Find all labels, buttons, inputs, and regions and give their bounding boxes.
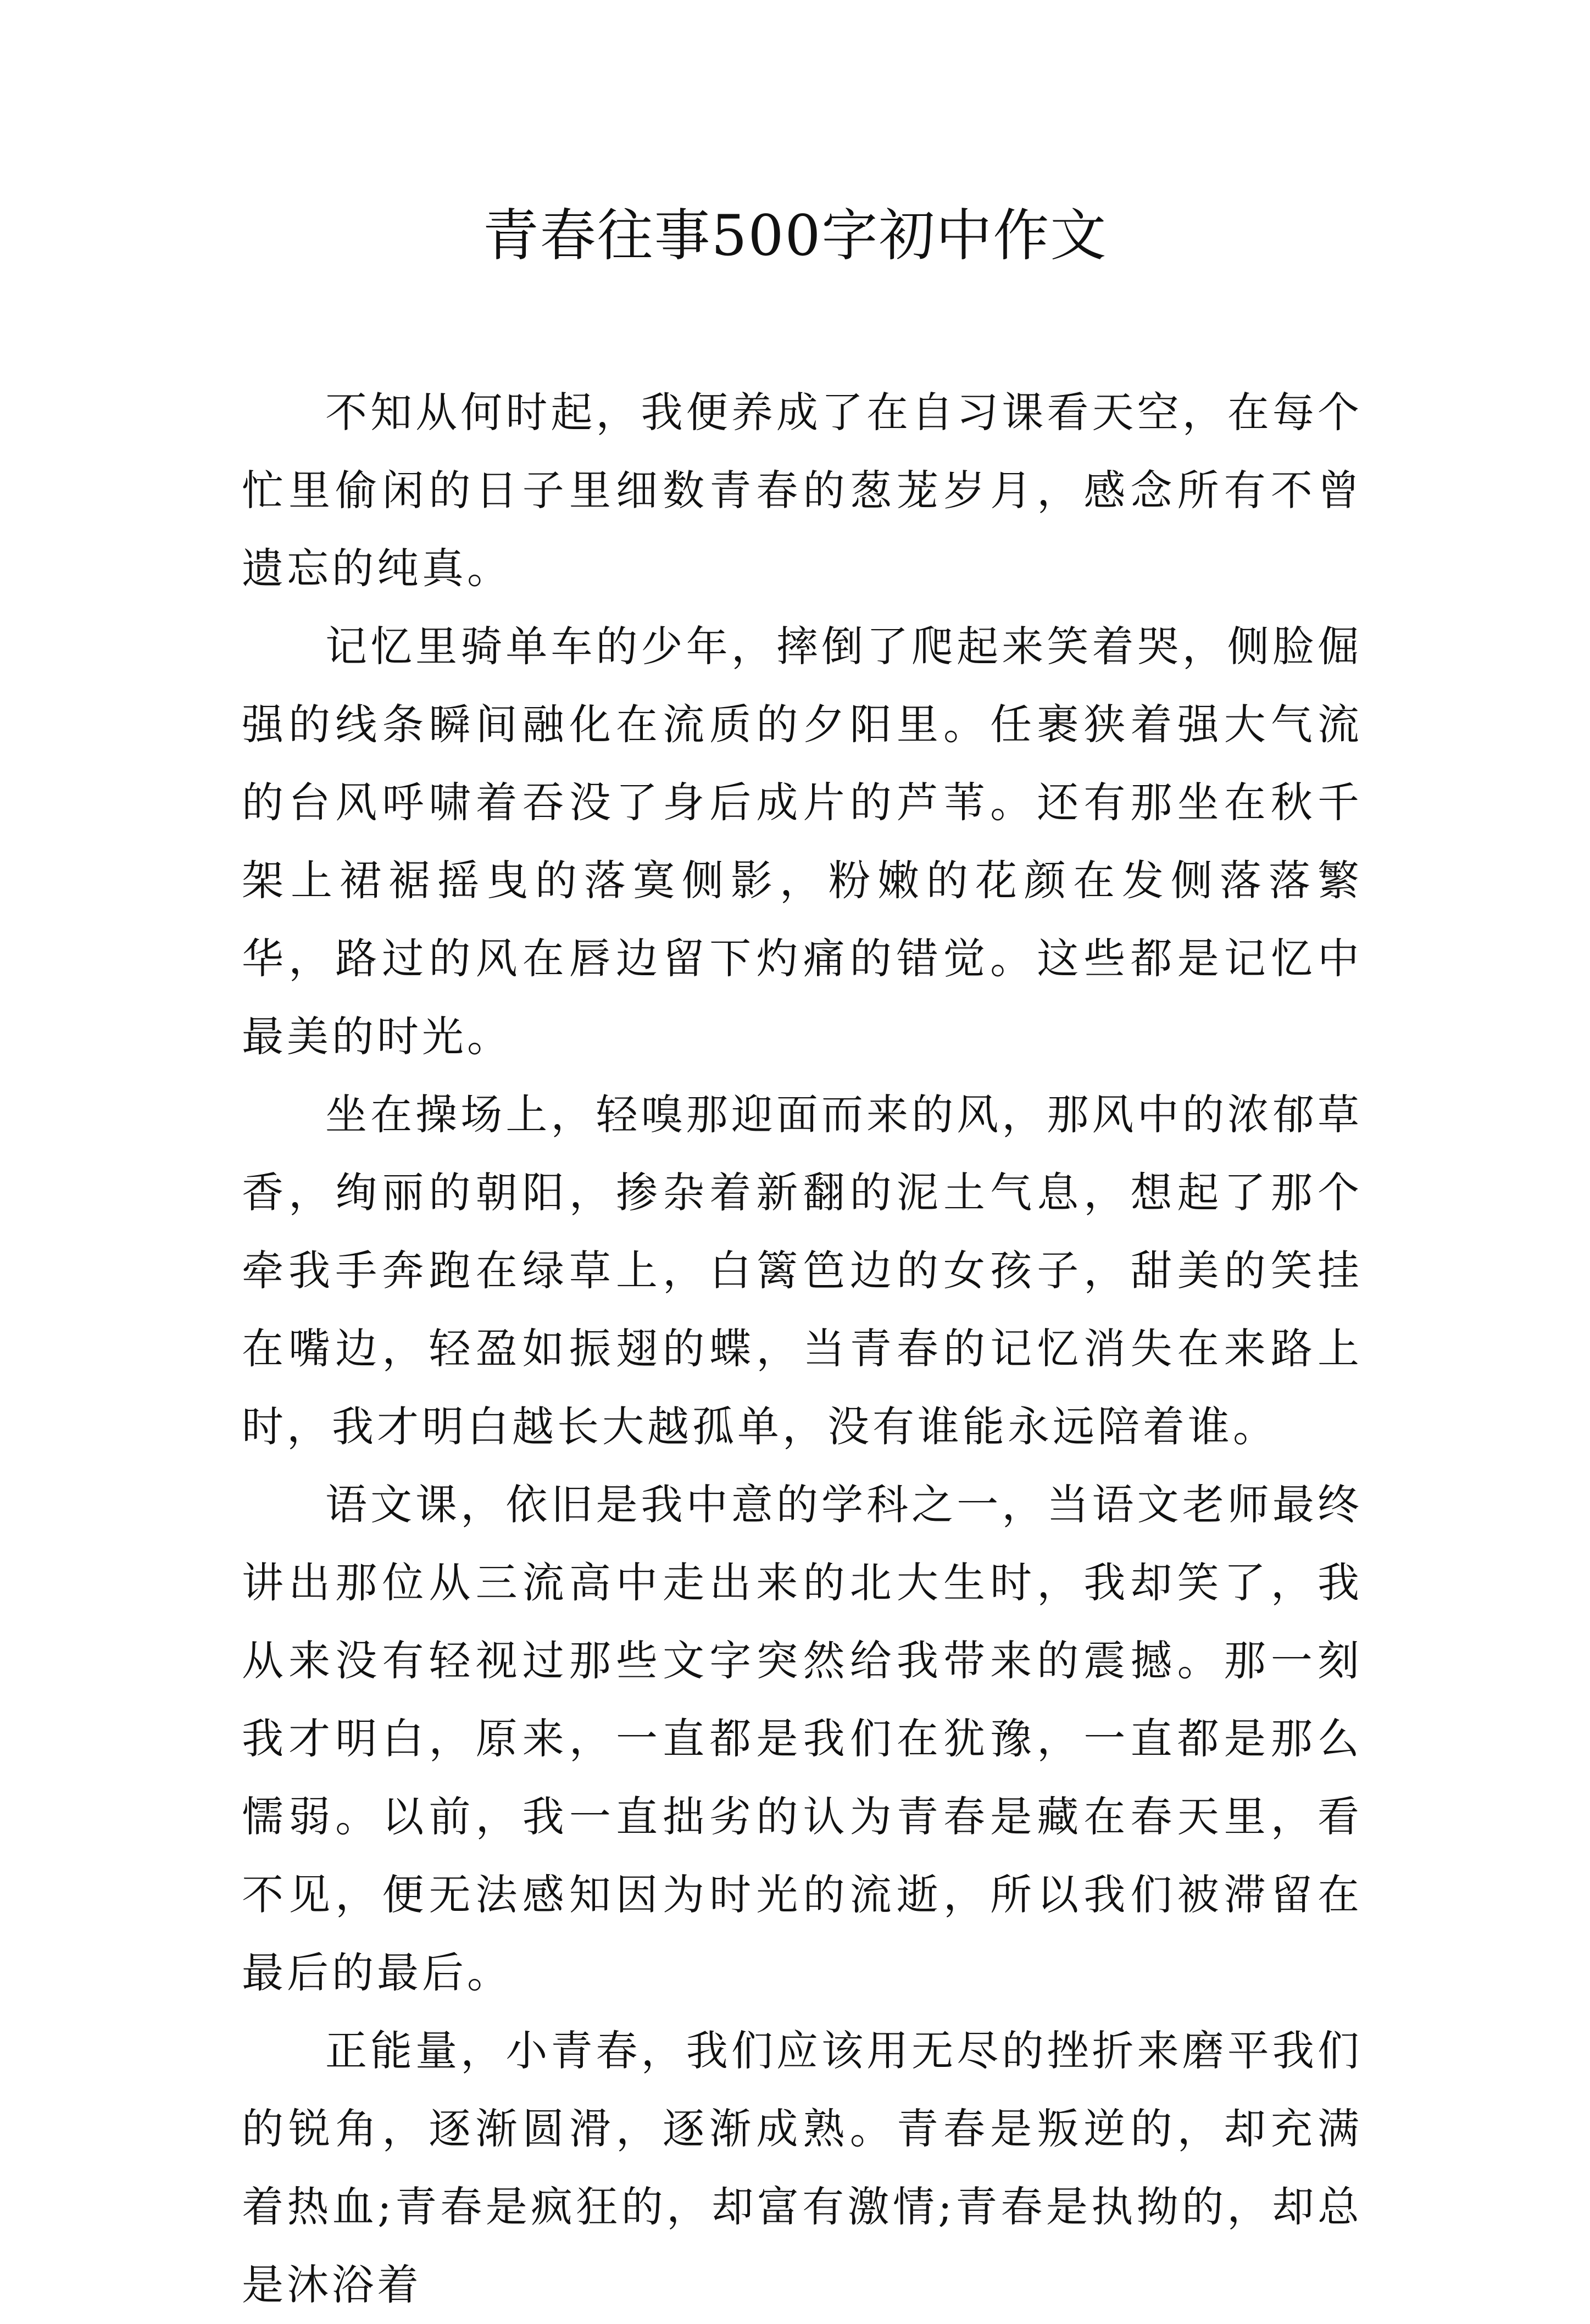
paragraph-3: 坐在操场上，轻嗅那迎面而来的风，那风中的浓郁草香，绚丽的朝阳，掺杂着新翻的泥土气息，想起了那个牵我手奔跑在绿草上，白篱笆边的女孩子，甜美的笑挂在嘴边，轻盈如振翅的蝶，当青春的记忆消失在来路上时，我才明白越长大越孤单，没有谁能永远陪着谁。	[242, 1090, 1363, 1451]
document-title: 青春往事500字初中作文	[482, 203, 1108, 269]
paragraph-1: 不知从何时起，我便养成了在自习课看天空，在每个忙里偷闲的日子里细数青春的葱茏岁月，感念所有不曾遗忘的纯真。	[242, 388, 1363, 593]
paragraph-5: 正能量，小青春，我们应该用无尽的挫折来磨平我们的锐角，逐渐圆滑，逐渐成熟。青春是叛逆的，却充满着热血;青春是疯狂的，却富有激情;青春是执拗的，却总是沐浴着	[242, 2026, 1363, 2309]
document-body	[242, 374, 1363, 2324]
paragraph-2: 记忆里骑单车的少年，摔倒了爬起来笑着哭，侧脸倔强的线条瞬间融化在流质的夕阳里。任裹狭着强大气流的台风呼啸着吞没了身后成片的芦苇。还有那坐在秋千架上裙裾摇曳的落寞侧影，粉嫩的花颜在发侧落落繁华，路过的风在唇边留下灼痛的错觉。这些都是记忆中最美的时光。	[242, 622, 1363, 1061]
paragraph-4: 语文课，依旧是我中意的学科之一，当语文老师最终讲出那位从三流高中走出来的北大生时，我却笑了，我从来没有轻视过那些文字突然给我带来的震撼。那一刻我才明白，原来，一直都是我们在犹豫，一直都是那么懦弱。以前，我一直拙劣的认为青春是藏在春天里，看不见，便无法感知因为时光的流逝，所以我们被滞留在最后的最后。	[242, 1480, 1363, 1997]
